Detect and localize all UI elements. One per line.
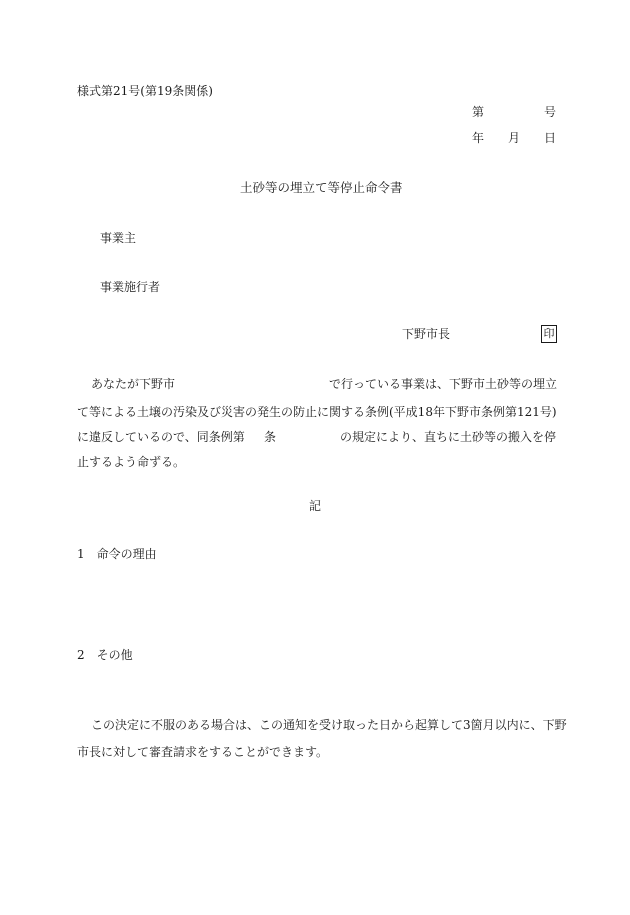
body-line-4: 止するよう命ずる。 [77, 455, 186, 469]
body-line-3-article: 条 [264, 430, 277, 444]
body-line-3-start: に違反しているので、同条例第 [77, 430, 245, 444]
appeal-note-line-2: 市長に対して審査請求をすることができます。 [77, 745, 329, 759]
recipient-business-owner: 事業主 [100, 231, 137, 245]
issuer-name: 下野市長 [402, 327, 451, 341]
body-line-1-start: あなたが下野市 [91, 377, 176, 391]
section-order-reason: 1 命令の理由 [77, 547, 157, 561]
document-number-suffix: 号 [544, 105, 557, 119]
body-line-3-end: の規定により、直ちに土砂等の搬入を停 [340, 430, 557, 444]
document-title: 土砂等の埋立て等停止命令書 [240, 180, 403, 195]
form-number: 様式第21号(第19条関係) [77, 84, 213, 98]
body-line-1-end: で行っている事業は、下野市土砂等の埋立 [329, 377, 558, 391]
ki-heading: 記 [309, 499, 322, 513]
appeal-note-line-1: この決定に不服のある場合は、この通知を受け取った日から起算して3箇月以内に、下野 [91, 718, 567, 732]
recipient-contractor: 事業施行者 [100, 280, 161, 294]
section-other: 2 その他 [77, 648, 133, 662]
date-month: 月 [508, 131, 521, 145]
seal-mark: 印 [541, 325, 557, 343]
document-number-prefix: 第 [472, 105, 485, 119]
date-year: 年 [472, 131, 485, 145]
date-day: 日 [544, 131, 557, 145]
body-line-2: て等による土壌の汚染及び災害の発生の防止に関する条例(平成18年下野市条例第121号) [77, 405, 557, 419]
